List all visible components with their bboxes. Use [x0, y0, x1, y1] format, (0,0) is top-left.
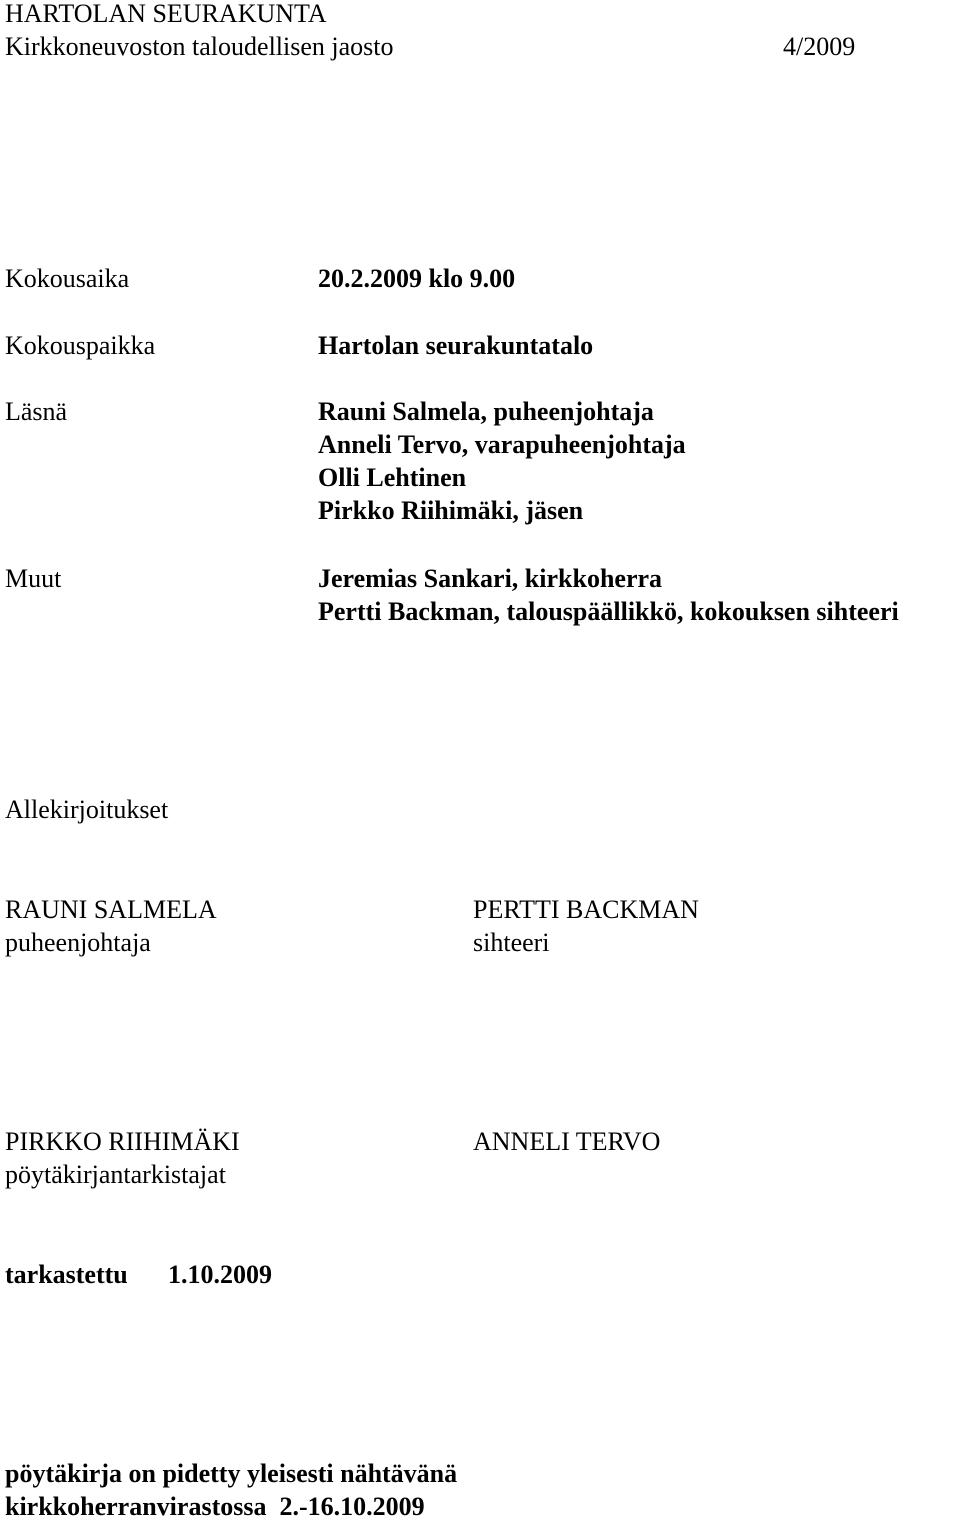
- present-member: Olli Lehtinen: [318, 463, 467, 492]
- others-label: Muut: [5, 564, 62, 593]
- checker-name: PIRKKO RIIHIMÄKI: [5, 1127, 240, 1156]
- public-notice-line: pöytäkirja on pidetty yleisesti nähtävänä: [5, 1459, 458, 1488]
- present-member: Pirkko Riihimäki, jäsen: [318, 496, 584, 525]
- signatures-title: Allekirjoitukset: [5, 795, 169, 824]
- public-notice-line: kirkkoherranvirastossa 2.-16.10.2009: [5, 1492, 425, 1521]
- checkers-role: pöytäkirjantarkistajat: [5, 1160, 226, 1189]
- other-attendee: Pertti Backman, talouspäällikkö, kokouksen sihteeri: [318, 597, 899, 626]
- present-label: Läsnä: [5, 397, 68, 426]
- organization-name: HARTOLAN SEURAKUNTA: [5, 0, 327, 28]
- meeting-place-label: Kokouspaikka: [5, 331, 156, 360]
- secretary-role: sihteeri: [473, 928, 550, 957]
- secretary-name: PERTTI BACKMAN: [473, 895, 699, 924]
- chair-role: puheenjohtaja: [5, 928, 151, 957]
- chair-name: RAUNI SALMELA: [5, 895, 217, 924]
- present-member: Anneli Tervo, varapuheenjohtaja: [318, 430, 686, 459]
- present-member: Rauni Salmela, puheenjohtaja: [318, 397, 654, 426]
- meeting-place-value: Hartolan seurakuntatalo: [318, 331, 594, 360]
- meeting-time-label: Kokousaika: [5, 264, 130, 293]
- other-attendee: Jeremias Sankari, kirkkoherra: [318, 564, 663, 593]
- checked-label: tarkastettu: [5, 1260, 128, 1289]
- minutes-number: 4/2009: [783, 32, 856, 61]
- committee-name: Kirkkoneuvoston taloudellisen jaosto: [5, 32, 394, 61]
- checker-name: ANNELI TERVO: [473, 1127, 661, 1156]
- meeting-time-value: 20.2.2009 klo 9.00: [318, 264, 516, 293]
- checked-date: 1.10.2009: [168, 1260, 272, 1289]
